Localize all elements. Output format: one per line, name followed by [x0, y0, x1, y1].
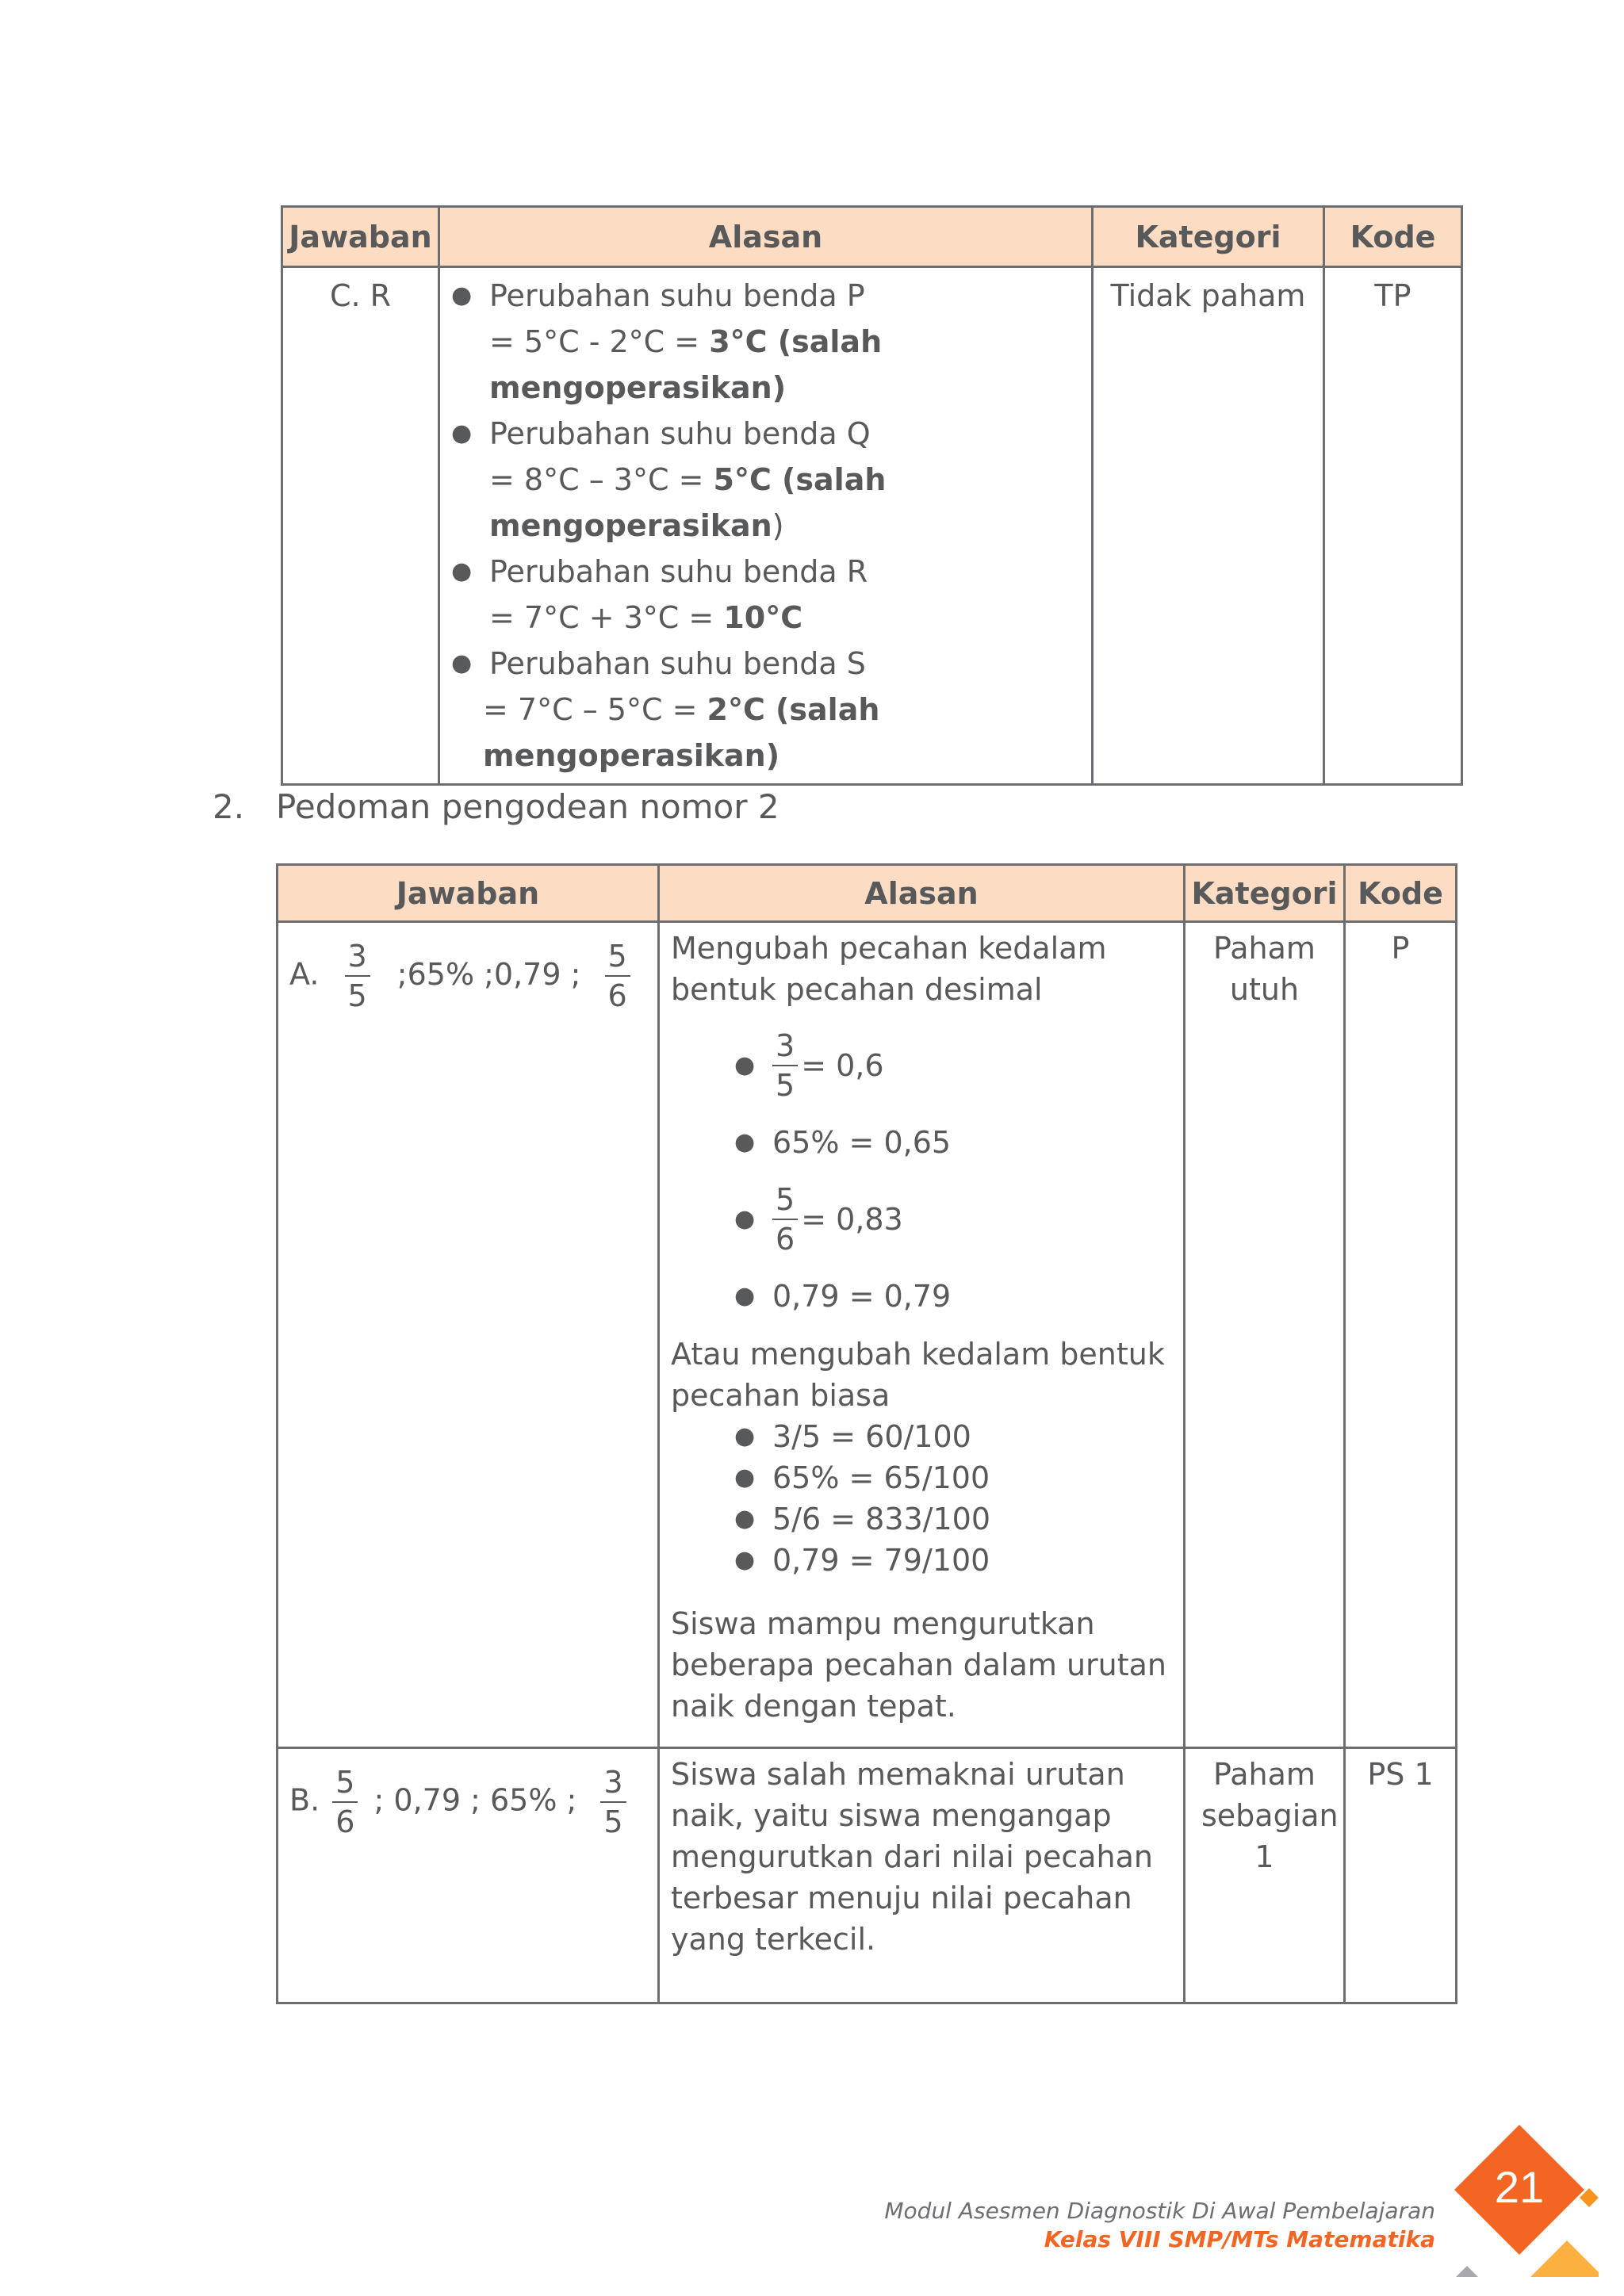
- bullet-icon: ●: [734, 1205, 756, 1233]
- bullet-icon: ●: [734, 1128, 756, 1156]
- table-2: [276, 863, 1457, 2004]
- fraction: $\frac{3}{5}$: [772, 1027, 798, 1104]
- kode-cell: TP: [1324, 267, 1462, 785]
- calc-line: = 7°C + 3°C = 10°C: [489, 600, 803, 635]
- table-2-header-row: [278, 865, 1457, 922]
- alasan-cell: [439, 267, 1093, 785]
- bullet-icon: ●: [734, 1464, 756, 1491]
- list-item: ● 5/6 = 833/100: [734, 1498, 1172, 1540]
- header-alasan: Alasan: [659, 865, 1185, 922]
- list-item: ● Perubahan suhu benda S: [451, 641, 1080, 687]
- fraction: $\frac{5}{6}$: [772, 1181, 798, 1258]
- table-row: [278, 1748, 1457, 2003]
- bullet-icon: ●: [734, 1051, 756, 1079]
- jawaban-cell: [278, 1748, 659, 2003]
- decimal-list: [671, 1024, 1172, 1332]
- header-jawaban: Jawaban: [278, 865, 659, 922]
- fraction: $\frac{5}{6}$: [332, 1763, 358, 1841]
- kode-cell: PS 1: [1345, 1748, 1457, 2003]
- jawaban-cell: [278, 922, 659, 1748]
- calc-line: = 8°C – 3°C = 5°C (salah mengoperasikan): [489, 462, 887, 543]
- calc-line: = 5°C - 2°C = 3°C (salah mengoperasikan): [489, 324, 883, 405]
- jawaban-cell: C. R: [282, 267, 439, 785]
- kategori-cell: Tidak paham: [1093, 267, 1324, 785]
- list-item: ● Perubahan suhu benda P: [451, 273, 1080, 319]
- table-1-header-row: [282, 207, 1462, 267]
- bullet-icon: ●: [734, 1505, 756, 1533]
- bullet-icon: ●: [451, 281, 473, 309]
- list-item: ● Perubahan suhu benda Q: [451, 411, 1080, 457]
- header-alasan: Alasan: [439, 207, 1093, 267]
- table-1: [281, 205, 1463, 786]
- kode-cell: P: [1345, 922, 1457, 1748]
- header-kode: Kode: [1324, 207, 1462, 267]
- section-number: 2.: [213, 787, 245, 826]
- header-kategori: Kategori: [1093, 207, 1324, 267]
- list-item: ● 0,79 = 0,79: [734, 1261, 1172, 1332]
- footer-module-title: Modul Asesmen Diagnostik Di Awal Pembelajaran: [884, 2198, 1435, 2224]
- section-title: Pedoman pengodean nomor 2: [276, 787, 779, 826]
- fraction: $\frac{3}{5}$: [345, 937, 370, 1015]
- answer-a: A. $\frac{3}{5}$ ;65% ;0,79 ; $\frac{5}{6}$: [289, 937, 646, 1015]
- bullet-icon: ●: [451, 649, 473, 677]
- list-item: ● $\frac{5}{6}$ = 0,83: [734, 1182, 903, 1257]
- bullet-icon: ●: [451, 419, 473, 447]
- alasan-cell: Siswa salah memaknai urutan naik, yaitu siswa mengangap mengurutkan dari nilai pecahan terbesar menuju nilai pecahan yang terkecil.: [659, 1748, 1185, 2003]
- section-heading: [213, 783, 779, 831]
- fraction: $\frac{5}{6}$: [605, 937, 630, 1015]
- answer-b: B. $\frac{5}{6}$ ; 0,79 ; 65% ; $\frac{3}{5}$: [289, 1763, 646, 1841]
- calc-line: = 7°C – 5°C = 2°C (salah mengoperasikan): [483, 692, 880, 773]
- list-item: ● 65% = 0,65: [734, 1107, 1172, 1178]
- bullet-icon: ●: [734, 1422, 756, 1450]
- kategori-cell: Paham utuh: [1185, 922, 1345, 1748]
- list-item: ● 0,79 = 79/100: [734, 1540, 1172, 1581]
- bullet-icon: ●: [734, 1546, 756, 1574]
- table-row: [282, 267, 1462, 785]
- list-item: ● $\frac{3}{5}$ = 0,6: [734, 1028, 884, 1103]
- list-item: ● 3/5 = 60/100: [734, 1416, 1172, 1457]
- fraction: $\frac{3}{5}$: [600, 1763, 626, 1841]
- footer-class-subject: Kelas VIII SMP/MTs Matematika: [1044, 2226, 1435, 2252]
- page-number-badge: [1440, 2118, 1599, 2277]
- header-kode: Kode: [1345, 865, 1457, 922]
- bullet-icon: ●: [734, 1282, 756, 1310]
- header-kategori: Kategori: [1185, 865, 1345, 922]
- page-number: 21: [1494, 2162, 1545, 2212]
- alasan-cell: Mengubah pecahan kedalam bentuk pecahan desimal ● $\frac{3}{5}$ = 0,6 ● 65% = 0,65 ● $\frac{5}{6}$ = 0,83 ● 0,79 = 0,79 Atau mengubah kedalam bentuk pecahan biasa ● 3/5 = 60/100 ● 65% = 65/100 ● 5/6 = 833/100 ● 0,79 = 79/100 Siswa mampu mengurutkan beberapa pecahan dalam urutan naik dengan tepat.: [659, 922, 1185, 1748]
- header-jawaban: Jawaban: [282, 207, 439, 267]
- list-item: ● 65% = 65/100: [734, 1457, 1172, 1498]
- grey-diamond-shape: [1440, 2266, 1502, 2277]
- kategori-cell: Paham sebagian 1: [1185, 1748, 1345, 2003]
- fraction-list: [671, 1416, 1172, 1581]
- list-item: ● Perubahan suhu benda R: [451, 549, 1080, 595]
- bullet-icon: ●: [451, 557, 473, 585]
- table-row: [278, 922, 1457, 1748]
